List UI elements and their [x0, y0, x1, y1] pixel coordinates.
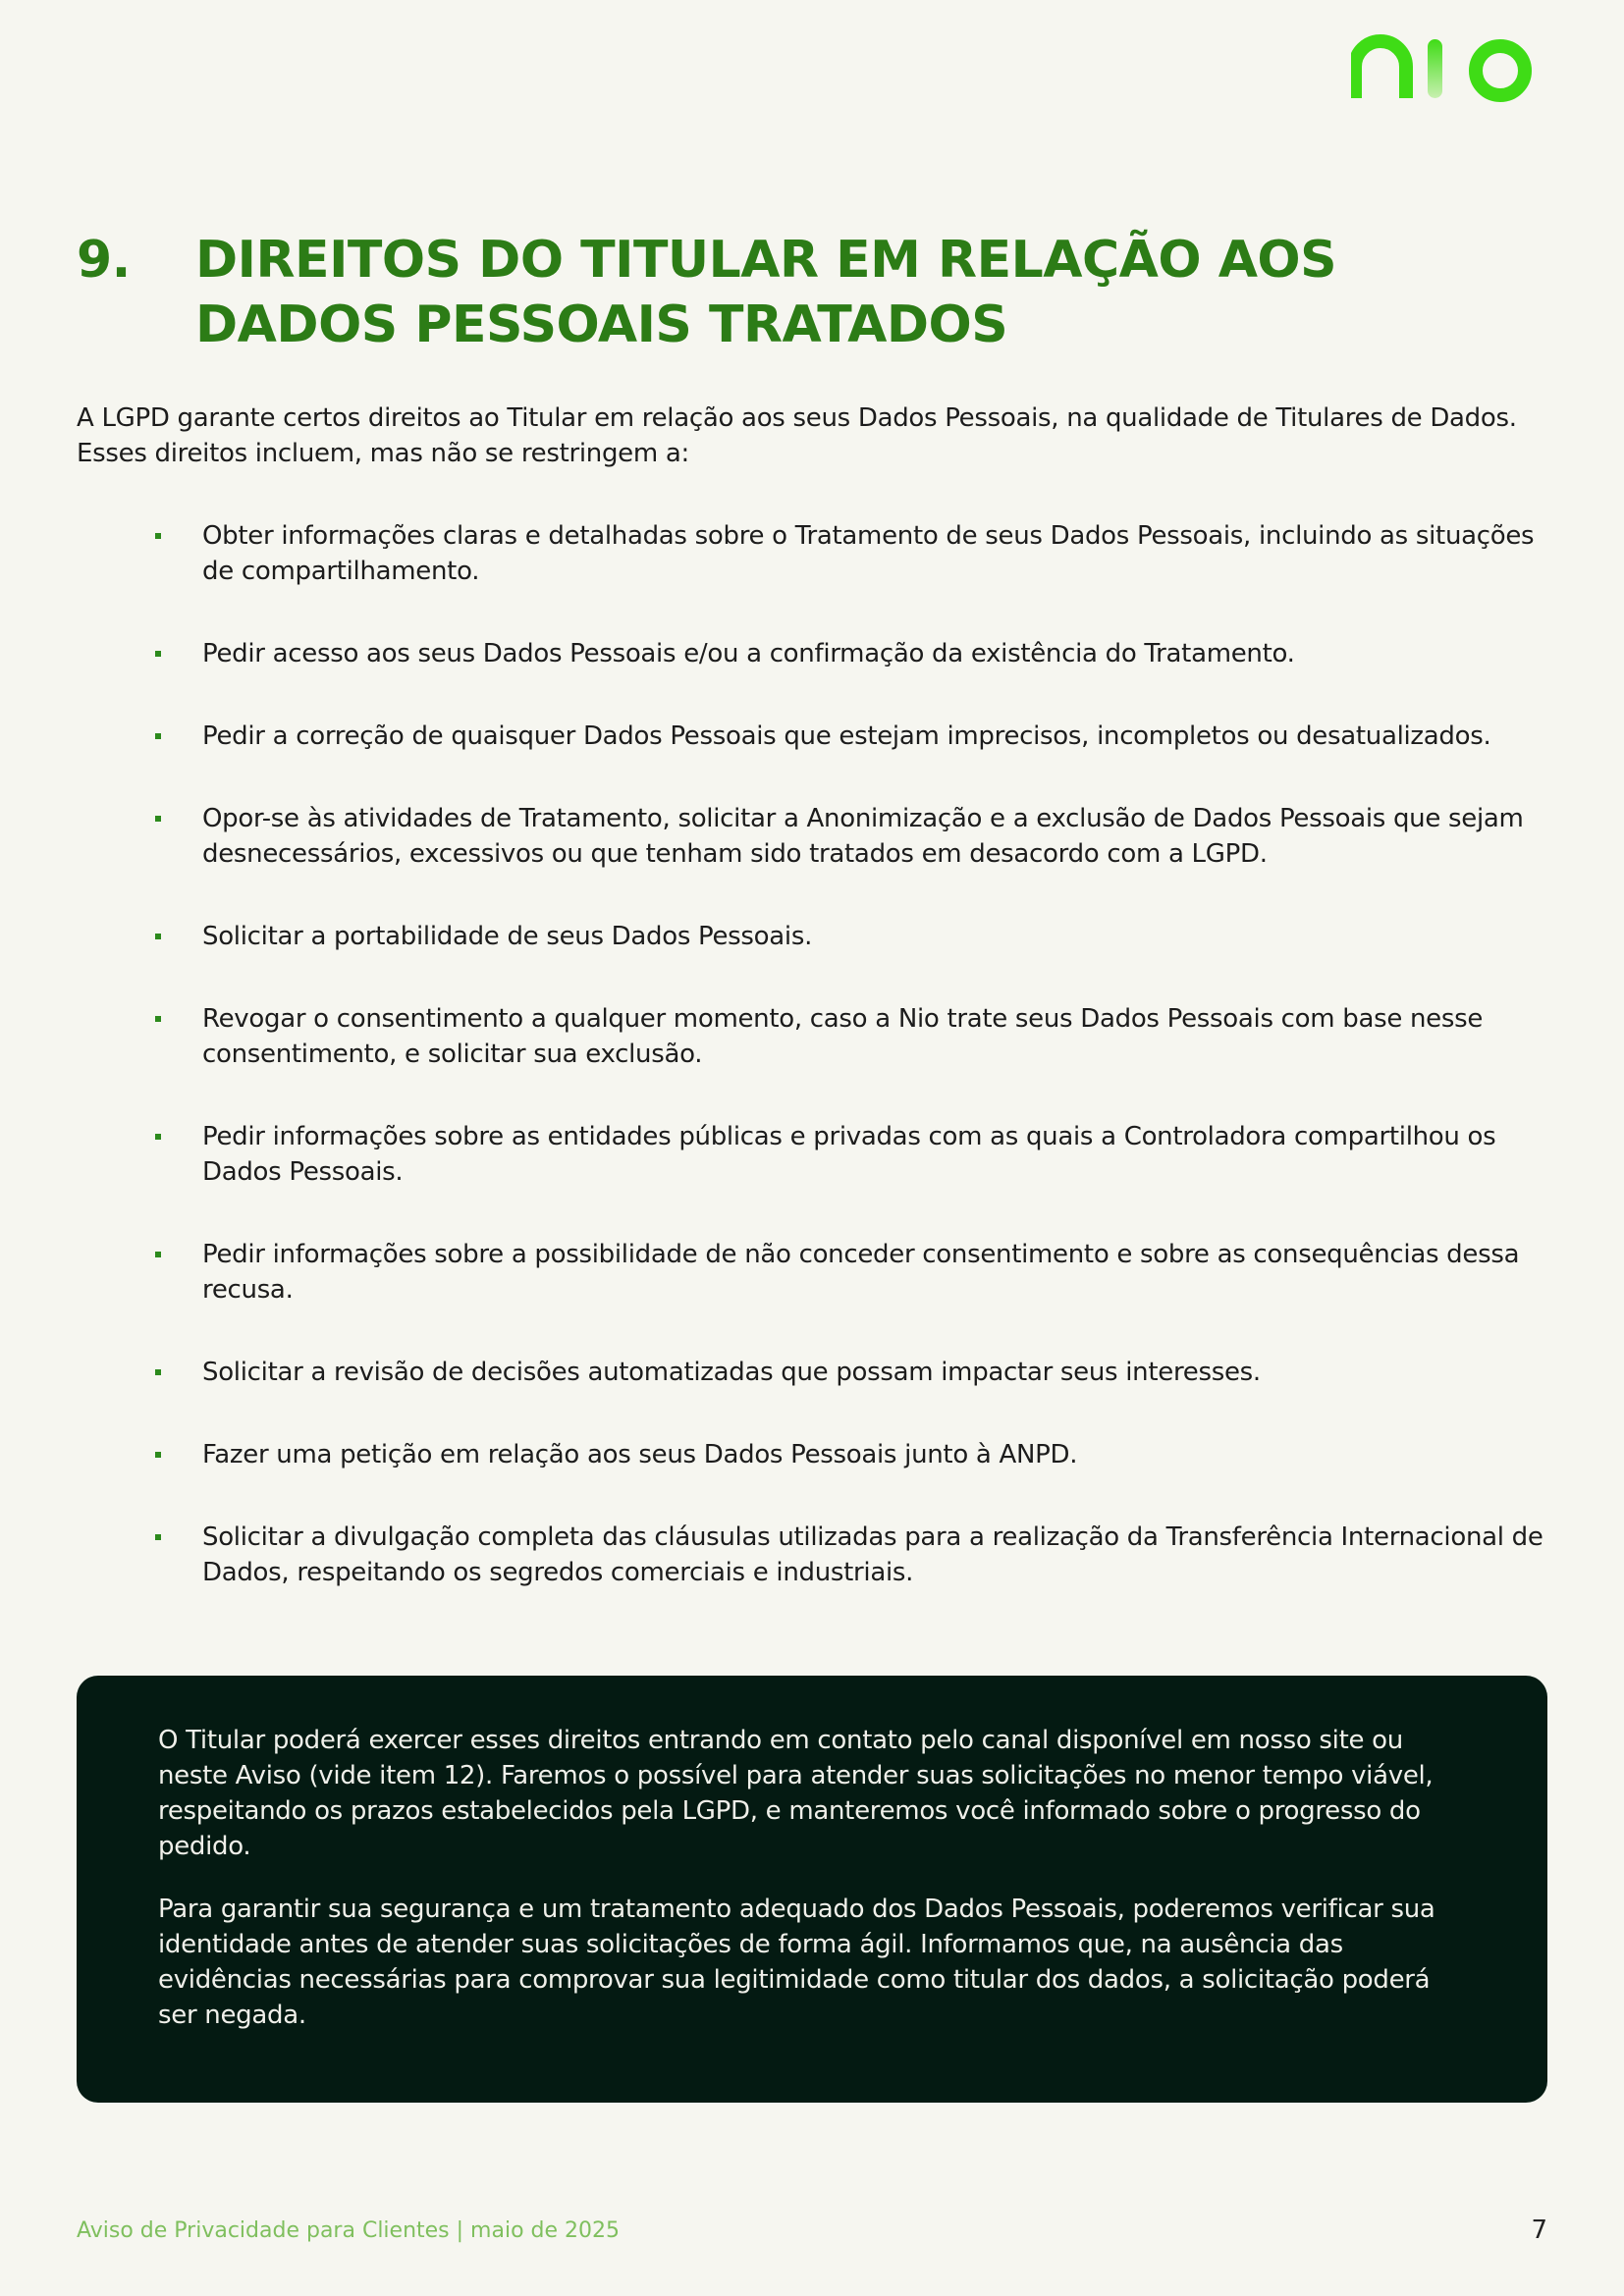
- section-title: DIREITOS DO TITULAR EM RELAÇÃO AOS DADOS PESSOAIS TRATADOS: [195, 231, 1337, 354]
- bullet-icon: [155, 934, 161, 939]
- rights-list: [77, 518, 1549, 1637]
- list-item: [77, 636, 1549, 671]
- footer-text: Aviso de Privacidade para Clientes | maio de 2025: [77, 2218, 620, 2243]
- bullet-icon: [155, 533, 161, 539]
- bullet-icon: [155, 1252, 161, 1257]
- list-item: [77, 1237, 1549, 1308]
- list-item: [77, 919, 1549, 954]
- list-item-text: Fazer uma petição em relação aos seus Dados Pessoais junto à ANPD.: [202, 1440, 1078, 1469]
- list-item: [77, 1001, 1549, 1072]
- list-item: [77, 518, 1549, 589]
- bullet-icon: [155, 651, 161, 657]
- list-item: [77, 1437, 1549, 1472]
- list-item-text: Solicitar a portabilidade de seus Dados Pessoais.: [202, 922, 813, 951]
- nio-logo: [1351, 29, 1547, 103]
- intro-paragraph: A LGPD garante certos direitos ao Titular em relação aos seus Dados Pessoais, na qualidade de Titulares de Dados. Esses direitos incluem, mas não se restringem a:: [77, 403, 1517, 468]
- list-item-text: Obter informações claras e detalhadas sobre o Tratamento de seus Dados Pessoais, incluindo as situações de compartilhamento.: [202, 521, 1535, 586]
- bullet-icon: [155, 816, 161, 822]
- bullet-icon: [155, 1369, 161, 1375]
- list-item: [77, 1119, 1549, 1190]
- info-paragraph-contact: O Titular poderá exercer esses direitos entrando em contato pelo canal disponível em nosso site ou neste Aviso (vide item 12). Faremos o possível para atender suas solicitações no menor tempo viável, respeitando os prazos estabelecidos pela LGPD, e manteremos você informado sobre o progresso do pedido.: [158, 1726, 1434, 1861]
- list-item: [77, 801, 1549, 872]
- list-item: [77, 1520, 1549, 1590]
- page-number: 7: [1531, 2216, 1547, 2245]
- list-item-text: Pedir informações sobre as entidades públicas e privadas com as quais a Controladora compartilhou os Dados Pessoais.: [202, 1122, 1496, 1187]
- list-item-text: Pedir a correção de quaisquer Dados Pessoais que estejam imprecisos, incompletos ou desatualizados.: [202, 721, 1491, 751]
- info-paragraph-verification: Para garantir sua segurança e um tratamento adequado dos Dados Pessoais, poderemos verificar sua identidade antes de atender suas solicitações de forma ágil. Informamos que, na ausência das evidências necessárias para comprovar sua legitimidade como titular dos dados, a solicitação poderá ser negada.: [158, 1895, 1435, 2030]
- list-item: [77, 1355, 1549, 1390]
- bullet-icon: [155, 1016, 161, 1022]
- section-number: 9.: [77, 231, 131, 290]
- bullet-icon: [155, 1134, 161, 1140]
- list-item-text: Opor-se às atividades de Tratamento, solicitar a Anonimização e a exclusão de Dados Pessoais que sejam desnecessários, excessivos ou que tenham sido tratados em desacordo com a LGPD.: [202, 804, 1524, 869]
- bullet-icon: [155, 1534, 161, 1540]
- bullet-icon: [155, 1452, 161, 1458]
- list-item: [77, 719, 1549, 754]
- info-box: [77, 1676, 1547, 2103]
- list-item-text: Pedir informações sobre a possibilidade de não conceder consentimento e sobre as consequências dessa recusa.: [202, 1240, 1520, 1305]
- list-item-text: Pedir acesso aos seus Dados Pessoais e/ou a confirmação da existência do Tratamento.: [202, 639, 1295, 668]
- list-item-text: Solicitar a divulgação completa das cláusulas utilizadas para a realização da Transferência Internacional de Dados, respeitando os segredos comerciais e industriais.: [202, 1522, 1543, 1587]
- list-item-text: Revogar o consentimento a qualquer momento, caso a Nio trate seus Dados Pessoais com base nesse consentimento, e solicitar sua exclusão.: [202, 1004, 1484, 1069]
- bullet-icon: [155, 733, 161, 739]
- list-item-text: Solicitar a revisão de decisões automatizadas que possam impactar seus interesses.: [202, 1358, 1261, 1387]
